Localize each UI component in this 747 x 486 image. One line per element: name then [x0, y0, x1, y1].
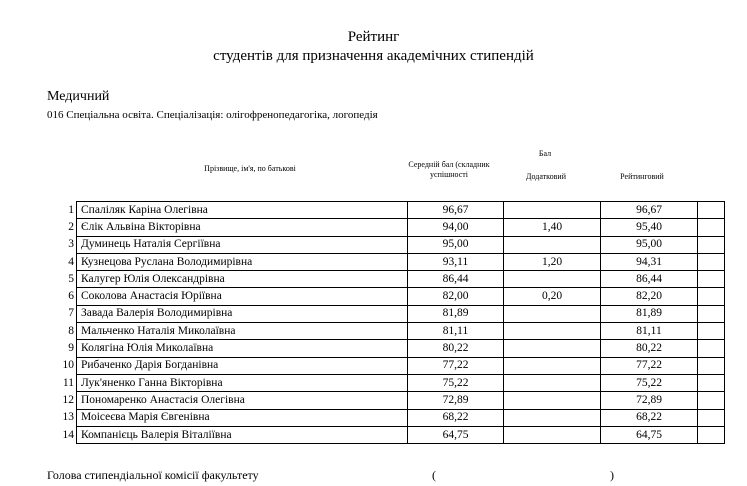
additional-score	[504, 357, 601, 374]
rating-score: 94,31	[601, 253, 698, 270]
additional-score	[504, 305, 601, 322]
document-title: Рейтинг	[347, 29, 400, 45]
table-row	[44, 219, 725, 236]
additional-score	[504, 409, 601, 426]
row-number: 8	[44, 323, 77, 340]
average-score: 81,11	[408, 323, 504, 340]
rating-score: 86,44	[601, 271, 698, 288]
rating-score: 95,00	[601, 236, 698, 253]
student-name: Соколова Анастасія Юріївна	[77, 288, 408, 305]
table-row	[44, 236, 725, 253]
row-number: 13	[44, 409, 77, 426]
additional-score	[504, 426, 601, 443]
table-row	[44, 374, 725, 391]
rating-score: 72,89	[601, 392, 698, 409]
header-average: Середній бал (складник успішності	[408, 160, 490, 179]
additional-score: 1,20	[504, 253, 601, 270]
rating-score: 77,22	[601, 357, 698, 374]
row-number: 5	[44, 271, 77, 288]
document-subtitle: студентів для призначення академічних стипендій	[213, 48, 534, 64]
row-number: 1	[44, 202, 77, 219]
table-row	[44, 340, 725, 357]
average-score: 82,00	[408, 288, 504, 305]
average-score: 77,22	[408, 357, 504, 374]
student-name: Єлік Альвіна Вікторівна	[77, 219, 408, 236]
average-score: 64,75	[408, 426, 504, 443]
average-score: 68,22	[408, 409, 504, 426]
table-row	[44, 323, 725, 340]
table-row	[44, 202, 725, 219]
empty-cell	[698, 202, 725, 219]
rating-table	[44, 201, 725, 444]
additional-score	[504, 323, 601, 340]
student-name: Спаліляк Каріна Олегівна	[77, 202, 408, 219]
average-score: 93,11	[408, 253, 504, 270]
row-number: 12	[44, 392, 77, 409]
header-additional: Додатковий	[526, 172, 566, 181]
table-row	[44, 392, 725, 409]
additional-score: 1,40	[504, 219, 601, 236]
student-name: Рибаченко Дарія Богданівна	[77, 357, 408, 374]
row-number: 6	[44, 288, 77, 305]
empty-cell	[698, 340, 725, 357]
student-name: Лук'яненко Ганна Вікторівна	[77, 374, 408, 391]
row-number: 2	[44, 219, 77, 236]
row-number: 9	[44, 340, 77, 357]
empty-cell	[698, 219, 725, 236]
student-name: Кузнецова Руслана Володимирівна	[77, 253, 408, 270]
student-name: Компанієць Валерія Віталіївна	[77, 426, 408, 443]
average-score: 80,22	[408, 340, 504, 357]
additional-score	[504, 392, 601, 409]
empty-cell	[698, 374, 725, 391]
student-name: Мальченко Наталія Миколаївна	[77, 323, 408, 340]
row-number: 11	[44, 374, 77, 391]
row-number: 7	[44, 305, 77, 322]
table-row	[44, 253, 725, 270]
student-name: Моісеєва Марія Євгенівна	[77, 409, 408, 426]
empty-cell	[698, 426, 725, 443]
additional-score	[504, 340, 601, 357]
row-number: 10	[44, 357, 77, 374]
average-score: 75,22	[408, 374, 504, 391]
specialty-name: 016 Спеціальна освіта. Спеціалізація: олігофренопедагогіка, логопедія	[47, 109, 378, 121]
faculty-name: Медичний	[47, 89, 110, 104]
rating-score: 81,11	[601, 323, 698, 340]
additional-score	[504, 236, 601, 253]
empty-cell	[698, 253, 725, 270]
average-score: 72,89	[408, 392, 504, 409]
additional-score	[504, 374, 601, 391]
table-row	[44, 305, 725, 322]
row-number: 14	[44, 426, 77, 443]
empty-cell	[698, 236, 725, 253]
average-score: 94,00	[408, 219, 504, 236]
signature-paren-open: (	[432, 468, 436, 482]
rating-score: 95,40	[601, 219, 698, 236]
student-name: Завада Валерія Володимирівна	[77, 305, 408, 322]
rating-score: 80,22	[601, 340, 698, 357]
student-name: Думинець Наталія Сергіївна	[77, 236, 408, 253]
rating-score: 96,67	[601, 202, 698, 219]
signature-paren-close: )	[610, 468, 614, 482]
rating-score: 64,75	[601, 426, 698, 443]
rating-score: 75,22	[601, 374, 698, 391]
row-number: 4	[44, 253, 77, 270]
commission-head-label: Голова стипендіальної комісії факультету	[47, 468, 259, 482]
additional-score	[504, 202, 601, 219]
empty-cell	[698, 305, 725, 322]
empty-cell	[698, 409, 725, 426]
empty-cell	[698, 271, 725, 288]
table-row	[44, 357, 725, 374]
average-score: 96,67	[408, 202, 504, 219]
table-row	[44, 288, 725, 305]
empty-cell	[698, 288, 725, 305]
empty-cell	[698, 357, 725, 374]
rating-score: 82,20	[601, 288, 698, 305]
header-name: Прізвище, ім'я, по батькові	[204, 164, 296, 173]
average-score: 95,00	[408, 236, 504, 253]
average-score: 81,89	[408, 305, 504, 322]
empty-cell	[698, 392, 725, 409]
header-bal: Бал	[538, 149, 552, 158]
student-name: Колягіна Юлія Миколаївна	[77, 340, 408, 357]
additional-score	[504, 271, 601, 288]
table-row	[44, 271, 725, 288]
average-score: 86,44	[408, 271, 504, 288]
student-name: Калугер Юлія Олександрівна	[77, 271, 408, 288]
rating-score: 81,89	[601, 305, 698, 322]
rating-score: 68,22	[601, 409, 698, 426]
student-name: Пономаренко Анастасія Олегівна	[77, 392, 408, 409]
row-number: 3	[44, 236, 77, 253]
empty-cell	[698, 323, 725, 340]
header-rating: Рейтинговий	[620, 172, 664, 181]
additional-score: 0,20	[504, 288, 601, 305]
table-row	[44, 409, 725, 426]
table-row	[44, 426, 725, 443]
